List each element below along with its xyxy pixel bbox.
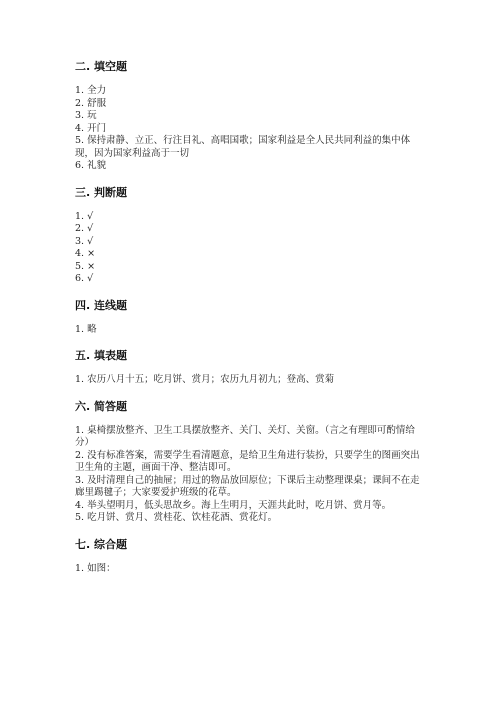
section-short-answer	[75, 399, 425, 525]
answer-item: 6. √	[75, 273, 94, 284]
answer-item: 4. 举头望明月，低头思故乡。海上生明月，天涯共此时，吃月饼、赏月等。	[75, 499, 392, 511]
section-title: 三. 判断题	[75, 185, 128, 199]
section-matching	[75, 298, 425, 337]
answer-list	[75, 563, 425, 576]
answer-item: 1. √	[75, 210, 94, 222]
answer-item: 4. 开门	[75, 122, 107, 134]
answer-list	[75, 85, 425, 173]
section-title: 四. 连线题	[75, 298, 128, 312]
answer-item: 1. 农历八月十五；吃月饼、赏月；农历九月初九；登高、赏菊	[75, 374, 335, 385]
answer-list	[75, 374, 425, 387]
answer-item: 6. 礼貌	[75, 160, 107, 171]
answer-item: 3. 及时清理自己的抽屉；用过的物品放回原位；下课后主动整理课桌；课间不在走廊里踢毽子；大家要爱护班级的花草。	[75, 474, 420, 498]
answer-item: 4. ×	[75, 248, 96, 259]
answer-list	[75, 425, 425, 525]
section-table-fill	[75, 348, 425, 387]
section-fill-blank	[75, 59, 425, 173]
answer-item: 2. 没有标准答案，需要学生看清题意，是给卫生角进行装扮，只要学生的图画突出卫生角的主题，画面干净、整洁即可。	[75, 449, 420, 473]
answer-item: 1. 略	[75, 323, 97, 335]
answer-list	[75, 211, 425, 286]
section-title: 五. 填表题	[75, 349, 128, 362]
answer-item: 3. 玩	[75, 110, 97, 121]
answer-item: 5. 吃月饼、赏月、赏桂花、饮桂花酒、赏花灯。	[75, 512, 278, 523]
answer-item: 5. 保持肃静、立正、行注目礼、高唱国歌；国家利益是全人民共同利益的集中体现，因为国家利益高于一切	[75, 135, 411, 159]
answer-content	[75, 59, 425, 587]
answer-item: 1. 桌椅摆放整齐、卫生工具摆放整齐、关门、关灯、关窗。（言之有理即可酌情给分）	[75, 424, 415, 448]
answer-item: 1. 全力	[75, 85, 107, 96]
section-title: 二. 填空题	[75, 60, 128, 73]
section-true-false	[75, 185, 425, 286]
answer-item: 2. 舒服	[75, 97, 107, 109]
answer-list	[75, 324, 425, 337]
section-title: 六. 简答题	[75, 399, 128, 413]
answer-item: 5. ×	[75, 260, 96, 272]
section-comprehensive	[75, 537, 425, 576]
answer-item: 1. 如图：	[75, 562, 116, 574]
section-title: 七. 综合题	[75, 537, 128, 551]
answer-item: 2. √	[75, 223, 94, 234]
answer-item: 3. √	[75, 235, 94, 247]
